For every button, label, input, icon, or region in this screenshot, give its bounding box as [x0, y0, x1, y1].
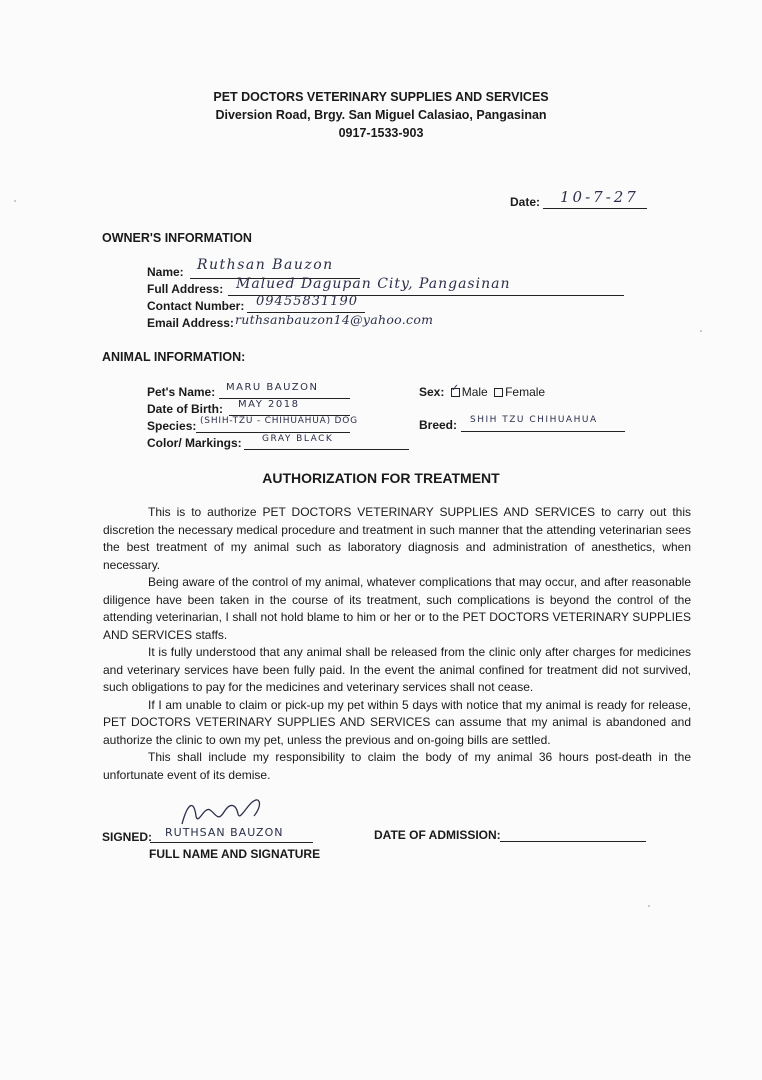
authorization-paragraph: Being aware of the control of my animal, whatever complications that may occur, and after reasonable diligence have been taken in the course of its treatment, such complications is beyond the control of the attending veterinarian, I shall not hold blame to him or her or to the PET DOCTORS VETERINARY SUPPLIES AND SERVICES staffs.: [103, 575, 691, 642]
breed-value: SHIH TZU CHIHUAHUA: [470, 415, 598, 425]
signature-line: [150, 842, 313, 843]
admission-date-line: [500, 841, 646, 842]
owner-section-title: OWNER'S INFORMATION: [102, 231, 252, 245]
sex-field: [419, 385, 545, 399]
admission-date-label: DATE OF ADMISSION:: [374, 828, 501, 842]
owner-name-label: Name:: [147, 265, 184, 279]
signed-label: SIGNED:: [102, 830, 153, 844]
species-line: [196, 432, 350, 433]
breed-line: [461, 431, 625, 432]
scan-speck: [14, 200, 16, 202]
signed-name-value: RUTHSAN BAUZON: [165, 826, 284, 839]
authorization-paragraph: This is to authorize PET DOCTORS VETERINARY SUPPLIES AND SERVICES to carry out this discretion the necessary medical procedure and treatment in such manner that the attending veterinarian sees the best treatment of my animal such as laboratory diagnosis and administration of anesthetics, when necessary.: [103, 505, 691, 572]
species-label: Species:: [147, 419, 197, 433]
owner-name-value: Ruthsan Bauzon: [197, 257, 334, 273]
authorization-paragraph: If I am unable to claim or pick-up my pet within 5 days with notice that my animal is ready for release, PET DOCTORS VETERINARY SUPPLIES AND SERVICES can assume that my animal is abandoned and authorize the clinic to own my pet, unless the previous and on-going bills are settled.: [103, 697, 691, 747]
dob-value: MAY 2018: [238, 399, 300, 410]
authorization-paragraph: This shall include my responsibility to claim the body of my animal 36 hours post-death in the unfortunate event of its demise.: [103, 750, 691, 782]
scan-speck: [700, 330, 702, 332]
company-phone: 0917-1533-903: [338, 126, 424, 140]
company-address: Diversion Road, Brgy. San Miguel Calasiao, Pangasinan: [215, 108, 547, 122]
owner-address-label: Full Address:: [147, 282, 224, 296]
date-line: [543, 208, 647, 209]
authorization-paragraph: It is fully understood that any animal shall be released from the clinic only after charges for medicines and veterinary services have been fully paid. In the event the animal confined for treatment did not survived, such obligations to pay for the medicines and veterinary services shall not cease.: [103, 645, 691, 694]
company-name: PET DOCTORS VETERINARY SUPPLIES AND SERVICES: [213, 90, 549, 104]
signature-scribble: [178, 796, 268, 830]
owner-email-value: ruthsanbauzon14@yahoo.com: [235, 312, 434, 327]
owner-contact-value: 09455831190: [256, 294, 358, 309]
sex-male-checkbox[interactable]: [450, 383, 460, 397]
species-value: (SHIH-TZU - CHIHUAHUA) DOG: [200, 416, 358, 426]
sex-label: Sex:: [419, 385, 445, 399]
owner-contact-label: Contact Number:: [147, 299, 245, 313]
owner-address-value: Malued Dagupan City, Pangasinan: [236, 276, 511, 292]
pet-name-value: MARU BAUZON: [226, 382, 319, 393]
animal-section-title: ANIMAL INFORMATION:: [102, 350, 246, 364]
authorization-title: AUTHORIZATION FOR TREATMENT: [262, 470, 500, 486]
checkmark-icon: ✓: [450, 383, 460, 395]
scan-speck: [648, 905, 650, 907]
sex-female-checkbox[interactable]: [494, 388, 503, 397]
color-value: GRAY BLACK: [262, 434, 334, 444]
sex-female-option: Female: [505, 385, 546, 399]
color-label: Color/ Markings:: [147, 436, 242, 450]
signature-caption: FULL NAME AND SIGNATURE: [149, 847, 321, 861]
date-label: Date:: [510, 195, 541, 209]
dob-label: Date of Birth:: [147, 402, 223, 416]
color-line: [244, 449, 409, 450]
authorization-body: [103, 504, 691, 784]
sex-male-option: Male: [461, 385, 488, 399]
owner-email-label: Email Address:: [147, 316, 234, 330]
breed-label: Breed:: [419, 418, 458, 432]
pet-name-label: Pet's Name:: [147, 385, 216, 399]
date-value: 10-7-27: [560, 188, 639, 206]
